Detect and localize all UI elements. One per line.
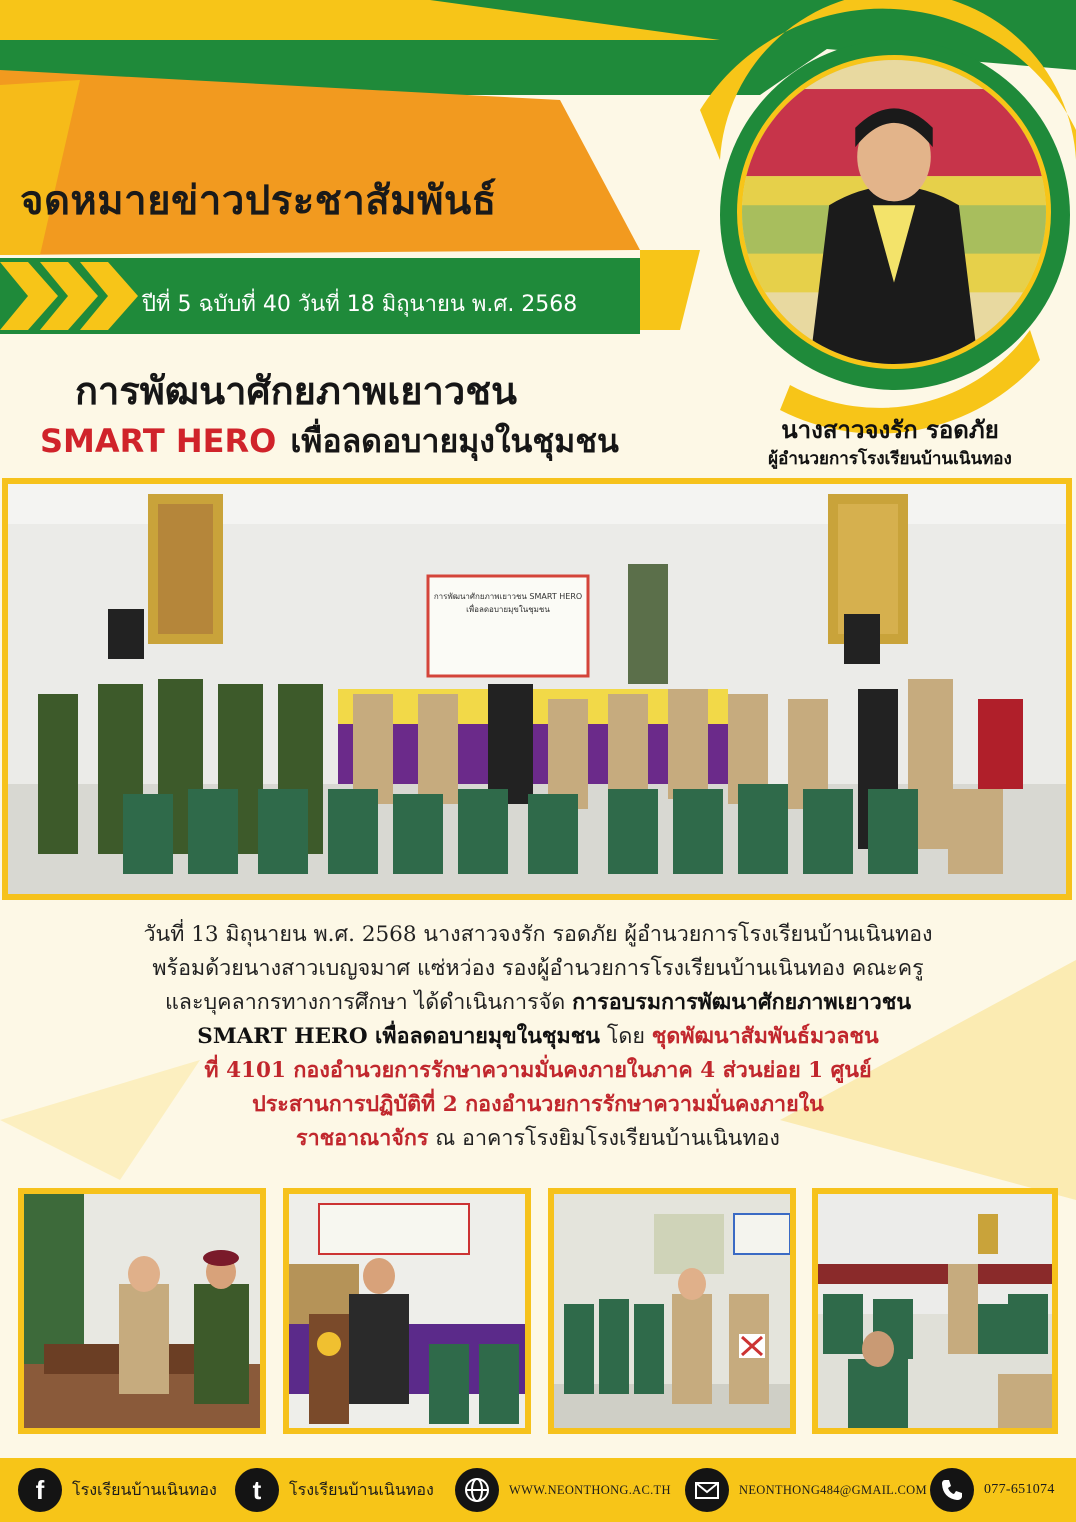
headline-smart-hero: SMART HERO — [40, 422, 277, 460]
facebook-icon: f — [18, 1468, 62, 1512]
article-line-6: ประสานการปฏิบัติที่ 2 กองอำนวยการรักษาความมั่นคงภายใน — [252, 1092, 824, 1117]
activity-photo-2 — [283, 1188, 531, 1434]
footer-website[interactable] — [455, 1458, 671, 1522]
masthead-title: จดหมายข่าวประชาสัมพันธ์ — [20, 178, 497, 224]
article-line-4-red: ชุดพัฒนาสัมพันธ์มวลชน — [651, 1024, 879, 1049]
footer-facebook[interactable] — [18, 1458, 217, 1522]
headline-line-2 — [40, 416, 700, 467]
article-line-7-plain: ณ อาคารโรงยิมโรงเรียนบ้านเนินทอง — [428, 1126, 780, 1151]
article-line-2: พร้อมด้วยนางสาวเบญจมาศ แซ่หว่อง รองผู้อำนวยการโรงเรียนบ้านเนินทอง คณะครู — [152, 956, 924, 981]
banner-text-1: การพัฒนาศักยภาพเยาวชน SMART HERO — [433, 592, 583, 601]
footer-email[interactable] — [685, 1458, 927, 1522]
article-line-3-plain: และบุคลากรทางการศึกษา ได้ดำเนินการจัด — [164, 990, 573, 1015]
activity-photo-3 — [548, 1188, 796, 1434]
website-label: WWW.NEONTHONG.AC.TH — [509, 1482, 671, 1497]
director-portrait — [737, 55, 1051, 369]
main-group-photo — [2, 478, 1072, 900]
article-line-4 — [30, 1020, 1046, 1054]
tiktok-label: โรงเรียนบ้านเนินทอง — [289, 1479, 434, 1499]
globe-icon — [455, 1468, 499, 1512]
activity-photo-4 — [812, 1188, 1058, 1434]
facebook-label: โรงเรียนบ้านเนินทอง — [72, 1479, 217, 1499]
headline-line-1: การพัฒนาศักยภาพเยาวชน — [75, 369, 517, 413]
email-label: NEONTHONG484@GMAIL.COM — [739, 1482, 927, 1497]
article-line-5: ที่ 4101 กองอำนวยการรักษาความมั่นคงภายในภาค 4 ส่วนย่อย 1 ศูนย์ — [204, 1058, 872, 1083]
article-line-3-bold: การอบรมการพัฒนาศักยภาพเยาวชน — [572, 990, 912, 1015]
footer-bar — [0, 1458, 1076, 1522]
banner-text-2: เพื่อลดอบายมุขในชุมชน — [466, 605, 550, 614]
tiktok-icon: t — [235, 1468, 279, 1512]
article-line-4-plain: โดย — [599, 1024, 652, 1049]
article-line-1: วันที่ 13 มิถุนายน พ.ศ. 2568 นางสาวจงรัก รอดภัย ผู้อำนวยการโรงเรียนบ้านเนินทอง — [143, 922, 933, 947]
phone-icon — [930, 1468, 974, 1512]
director-title: ผู้อำนวยการโรงเรียนบ้านเนินทอง — [768, 449, 1012, 469]
phone-label: 077-651074 — [984, 1482, 1055, 1497]
envelope-icon — [685, 1468, 729, 1512]
article-line-3 — [30, 986, 1046, 1020]
article-body — [30, 918, 1046, 1156]
article-line-7-red: ราชอาณาจักร — [296, 1126, 429, 1151]
headline-line-2-text: เพื่อลดอบายมุงในชุมชน — [290, 422, 619, 460]
footer-phone[interactable] — [930, 1458, 1055, 1522]
article-line-7 — [30, 1122, 1046, 1156]
article-line-4-bold: SMART HERO เพื่อลดอบายมุขในชุมชน — [197, 1024, 600, 1049]
issue-line: ปีที่ 5 ฉบับที่ 40 วันที่ 18 มิถุนายน พ.ศ. 2568 — [142, 292, 578, 317]
activity-photo-1 — [18, 1188, 266, 1434]
director-name: นางสาวจงรัก รอดภัย — [781, 416, 999, 444]
footer-tiktok[interactable] — [235, 1458, 434, 1522]
